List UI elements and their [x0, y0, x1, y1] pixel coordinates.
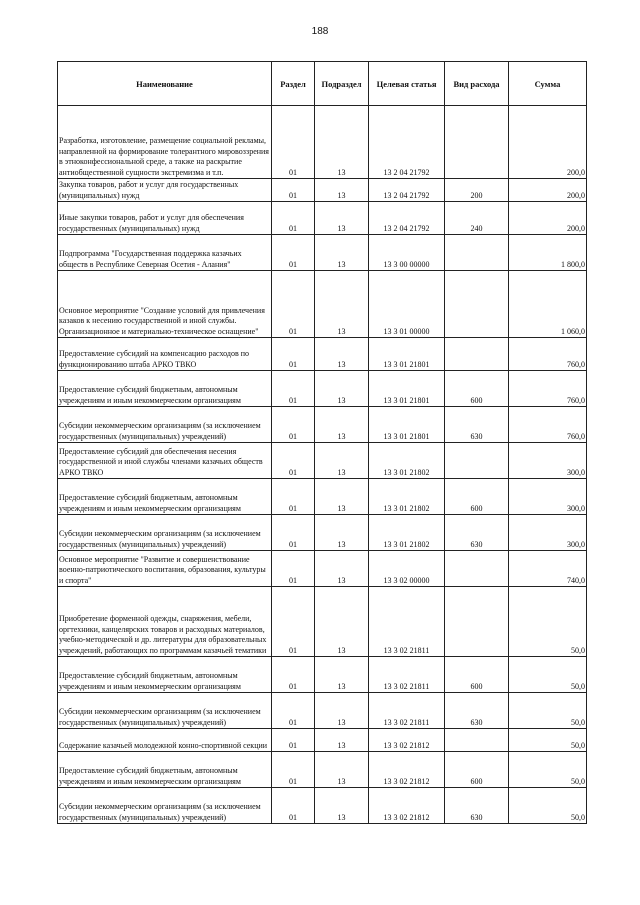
row-section-cell: 01 [272, 693, 315, 729]
row-subsection-cell: 13 [315, 515, 369, 551]
table-row [58, 788, 587, 824]
row-amount-cell: 200,0 [509, 202, 587, 235]
table-row [58, 479, 587, 515]
row-subsection-cell: 13 [315, 752, 369, 788]
row-amount-cell: 200,0 [509, 106, 587, 179]
table-row [58, 235, 587, 271]
row-target-cell: 13 3 02 21811 [369, 657, 445, 693]
column-header-section: Раздел [272, 62, 315, 106]
row-subsection-cell: 13 [315, 657, 369, 693]
table-row [58, 371, 587, 407]
row-target-cell: 13 2 04 21792 [369, 179, 445, 202]
table-row [58, 515, 587, 551]
row-target-cell: 13 3 02 21812 [369, 729, 445, 752]
row-name-cell: Основное мероприятие "Развитие и совершенствование военно-патриотического воспитания, образования, культуры и спорта" [58, 551, 272, 587]
row-subsection-cell: 13 [315, 407, 369, 443]
row-amount-cell: 760,0 [509, 371, 587, 407]
row-section-cell: 01 [272, 106, 315, 179]
row-section-cell: 01 [272, 587, 315, 657]
table-header-row [58, 62, 587, 106]
column-header-target: Целевая статья [369, 62, 445, 106]
row-name-cell: Предоставление субсидий бюджетным, автономным учреждениям и иным некоммерческим организациям [58, 752, 272, 788]
row-section-cell: 01 [272, 371, 315, 407]
table-row [58, 338, 587, 371]
row-expense-type-cell: 600 [445, 371, 509, 407]
row-amount-cell: 760,0 [509, 407, 587, 443]
table-row [58, 693, 587, 729]
table-row [58, 271, 587, 338]
row-expense-type-cell: 630 [445, 788, 509, 824]
column-header-amount: Сумма [509, 62, 587, 106]
row-amount-cell: 50,0 [509, 657, 587, 693]
row-name-cell: Разработка, изготовление, размещение социальной рекламы, направленной на формирование толерантного мировоззрения в этноконфессиональной среде, а также на раскрытие антиобщественной сущности экстремизма и т.п. [58, 106, 272, 179]
row-section-cell: 01 [272, 202, 315, 235]
table-row [58, 551, 587, 587]
row-section-cell: 01 [272, 788, 315, 824]
row-amount-cell: 300,0 [509, 515, 587, 551]
row-section-cell: 01 [272, 729, 315, 752]
row-target-cell: 13 3 01 21802 [369, 443, 445, 479]
row-subsection-cell: 13 [315, 106, 369, 179]
row-expense-type-cell [445, 729, 509, 752]
row-target-cell: 13 3 02 21812 [369, 752, 445, 788]
row-name-cell: Основное мероприятие "Создание условий для привлечения казаков к несению государственной и иной службы. Организационное и материально-техническое оснащение" [58, 271, 272, 338]
row-target-cell: 13 3 00 00000 [369, 235, 445, 271]
row-subsection-cell: 13 [315, 443, 369, 479]
row-section-cell: 01 [272, 179, 315, 202]
row-subsection-cell: 13 [315, 693, 369, 729]
table-row [58, 657, 587, 693]
row-amount-cell: 740,0 [509, 551, 587, 587]
row-expense-type-cell: 240 [445, 202, 509, 235]
row-section-cell: 01 [272, 657, 315, 693]
row-amount-cell: 50,0 [509, 587, 587, 657]
row-expense-type-cell [445, 235, 509, 271]
row-section-cell: 01 [272, 479, 315, 515]
column-header-expense-type: Вид расхода [445, 62, 509, 106]
row-name-cell: Подпрограмма "Государственная поддержка казачьих обществ в Республике Северная Осетия - Алания" [58, 235, 272, 271]
row-amount-cell: 50,0 [509, 788, 587, 824]
row-expense-type-cell: 600 [445, 479, 509, 515]
row-expense-type-cell [445, 106, 509, 179]
row-section-cell: 01 [272, 515, 315, 551]
row-amount-cell: 1 060,0 [509, 271, 587, 338]
table-row [58, 106, 587, 179]
row-expense-type-cell [445, 271, 509, 338]
table-row [58, 729, 587, 752]
row-target-cell: 13 3 01 00000 [369, 271, 445, 338]
row-subsection-cell: 13 [315, 788, 369, 824]
row-target-cell: 13 3 01 21802 [369, 479, 445, 515]
row-subsection-cell: 13 [315, 587, 369, 657]
row-name-cell: Закупка товаров, работ и услуг для государственных (муниципальных) нужд [58, 179, 272, 202]
row-subsection-cell: 13 [315, 202, 369, 235]
row-expense-type-cell: 600 [445, 657, 509, 693]
row-target-cell: 13 3 02 21811 [369, 587, 445, 657]
row-name-cell: Предоставление субсидий бюджетным, автономным учреждениям и иным некоммерческим организациям [58, 657, 272, 693]
row-name-cell: Иные закупки товаров, работ и услуг для обеспечения государственных (муниципальных) нужд [58, 202, 272, 235]
page-number: 188 [311, 26, 329, 37]
row-name-cell: Предоставление субсидий для обеспечения несения государственной и иной службы членами казачьих обществ АРКО ТВКО [58, 443, 272, 479]
row-subsection-cell: 13 [315, 729, 369, 752]
row-amount-cell: 300,0 [509, 443, 587, 479]
row-name-cell: Субсидии некоммерческим организациям (за исключением государственных (муниципальных) учреждений) [58, 693, 272, 729]
row-subsection-cell: 13 [315, 551, 369, 587]
row-amount-cell: 200,0 [509, 179, 587, 202]
row-subsection-cell: 13 [315, 371, 369, 407]
row-expense-type-cell [445, 587, 509, 657]
row-section-cell: 01 [272, 551, 315, 587]
row-section-cell: 01 [272, 338, 315, 371]
row-amount-cell: 760,0 [509, 338, 587, 371]
row-name-cell: Приобретение форменной одежды, снаряжения, мебели, оргтехники, канцелярских товаров и расходных материалов, учебно-методической и др. литературы для образовательных учреждений, работающих по программам казачьей тематики [58, 587, 272, 657]
row-target-cell: 13 3 01 21802 [369, 515, 445, 551]
row-target-cell: 13 3 01 21801 [369, 338, 445, 371]
row-section-cell: 01 [272, 271, 315, 338]
row-name-cell: Предоставление субсидий на компенсацию расходов по функционированию штаба АРКО ТВКО [58, 338, 272, 371]
table-row [58, 202, 587, 235]
row-target-cell: 13 3 01 21801 [369, 371, 445, 407]
row-target-cell: 13 2 04 21792 [369, 202, 445, 235]
row-expense-type-cell [445, 443, 509, 479]
table-row [58, 587, 587, 657]
budget-table [57, 61, 587, 824]
row-name-cell: Предоставление субсидий бюджетным, автономным учреждениям и иным некоммерческим организациям [58, 479, 272, 515]
row-target-cell: 13 3 02 21811 [369, 693, 445, 729]
row-expense-type-cell: 630 [445, 693, 509, 729]
row-target-cell: 13 3 01 21801 [369, 407, 445, 443]
row-section-cell: 01 [272, 443, 315, 479]
row-name-cell: Предоставление субсидий бюджетным, автономным учреждениям и иным некоммерческим организациям [58, 371, 272, 407]
row-subsection-cell: 13 [315, 179, 369, 202]
row-subsection-cell: 13 [315, 338, 369, 371]
column-header-subsection: Подраздел [315, 62, 369, 106]
row-name-cell: Содержание казачьей молодежной конно-спортивной секции [58, 729, 272, 752]
row-expense-type-cell [445, 551, 509, 587]
row-name-cell: Субсидии некоммерческим организациям (за исключением государственных (муниципальных) учреждений) [58, 515, 272, 551]
row-target-cell: 13 2 04 21792 [369, 106, 445, 179]
row-amount-cell: 300,0 [509, 479, 587, 515]
row-amount-cell: 50,0 [509, 729, 587, 752]
row-expense-type-cell: 630 [445, 407, 509, 443]
row-section-cell: 01 [272, 407, 315, 443]
table-row [58, 179, 587, 202]
row-name-cell: Субсидии некоммерческим организациям (за исключением государственных (муниципальных) учреждений) [58, 788, 272, 824]
row-name-cell: Субсидии некоммерческим организациям (за исключением государственных (муниципальных) учреждений) [58, 407, 272, 443]
row-expense-type-cell: 630 [445, 515, 509, 551]
row-expense-type-cell [445, 338, 509, 371]
row-amount-cell: 50,0 [509, 752, 587, 788]
row-target-cell: 13 3 02 00000 [369, 551, 445, 587]
row-expense-type-cell: 200 [445, 179, 509, 202]
row-subsection-cell: 13 [315, 479, 369, 515]
table-row [58, 407, 587, 443]
table-row [58, 443, 587, 479]
column-header-name: Наименование [58, 62, 272, 106]
row-target-cell: 13 3 02 21812 [369, 788, 445, 824]
table-body [58, 106, 587, 824]
row-section-cell: 01 [272, 235, 315, 271]
row-subsection-cell: 13 [315, 271, 369, 338]
row-section-cell: 01 [272, 752, 315, 788]
row-amount-cell: 1 800,0 [509, 235, 587, 271]
row-subsection-cell: 13 [315, 235, 369, 271]
row-amount-cell: 50,0 [509, 693, 587, 729]
row-expense-type-cell: 600 [445, 752, 509, 788]
table-row [58, 752, 587, 788]
